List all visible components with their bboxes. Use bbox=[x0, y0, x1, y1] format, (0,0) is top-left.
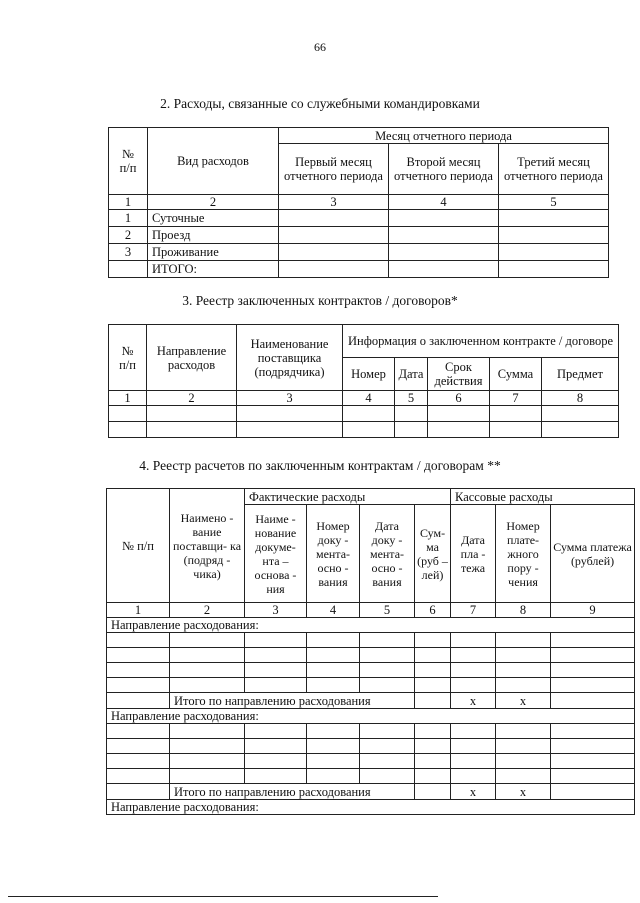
cell bbox=[170, 663, 245, 678]
cell bbox=[147, 422, 237, 438]
table-row bbox=[107, 678, 635, 693]
cell bbox=[147, 406, 237, 422]
cell bbox=[343, 422, 395, 438]
row-label: Проживание bbox=[148, 244, 279, 261]
column-number: 1 bbox=[109, 195, 148, 210]
header-cash-expenses: Кассовые расходы bbox=[451, 489, 635, 505]
table-row bbox=[107, 739, 635, 754]
column-number: 4 bbox=[307, 603, 360, 618]
header-contract-info: Информация о заключенном контракте / договоре bbox=[343, 325, 619, 358]
cell bbox=[389, 210, 499, 227]
cell bbox=[451, 739, 496, 754]
x-mark: x bbox=[451, 784, 496, 800]
cell bbox=[415, 784, 451, 800]
cell bbox=[551, 693, 635, 709]
cell bbox=[360, 739, 415, 754]
subtotal-label: Итого по направлению расходования bbox=[170, 784, 415, 800]
cell bbox=[245, 724, 307, 739]
cell bbox=[170, 648, 245, 663]
page-number: 66 bbox=[314, 40, 326, 54]
cell bbox=[551, 633, 635, 648]
cell bbox=[389, 261, 499, 278]
cell bbox=[542, 422, 619, 438]
cell bbox=[237, 422, 343, 438]
header-actual-expenses: Фактические расходы bbox=[245, 489, 451, 505]
direction-row: Направление расходования: bbox=[107, 800, 635, 815]
cell bbox=[451, 769, 496, 784]
cell bbox=[496, 663, 551, 678]
cell bbox=[428, 406, 490, 422]
cell bbox=[360, 663, 415, 678]
cell bbox=[451, 754, 496, 769]
cell bbox=[245, 769, 307, 784]
header-payment-date: Дата пла - тежа bbox=[451, 505, 496, 603]
header-num: № п/п bbox=[109, 128, 148, 195]
cell bbox=[496, 633, 551, 648]
cell bbox=[499, 244, 609, 261]
cell bbox=[451, 724, 496, 739]
cell bbox=[496, 724, 551, 739]
cell bbox=[307, 648, 360, 663]
direction-row: Направление расходования: bbox=[107, 618, 635, 633]
total-label: ИТОГО: bbox=[148, 261, 279, 278]
cell bbox=[245, 739, 307, 754]
cell bbox=[307, 754, 360, 769]
header-term: Срок действия bbox=[428, 358, 490, 391]
cell bbox=[360, 754, 415, 769]
table-row bbox=[109, 210, 609, 227]
cell bbox=[307, 724, 360, 739]
header-sum: Сумма bbox=[490, 358, 542, 391]
column-number: 1 bbox=[107, 603, 170, 618]
cell bbox=[389, 244, 499, 261]
cell bbox=[551, 648, 635, 663]
column-number: 2 bbox=[170, 603, 245, 618]
cell bbox=[451, 678, 496, 693]
header-supplier: Наименование поставщика (подрядчика) bbox=[237, 325, 343, 391]
column-number: 3 bbox=[245, 603, 307, 618]
cell bbox=[415, 693, 451, 709]
row-num: 3 bbox=[109, 244, 148, 261]
cell bbox=[107, 724, 170, 739]
cell bbox=[279, 261, 389, 278]
header-date: Дата bbox=[395, 358, 428, 391]
table-row bbox=[109, 227, 609, 244]
column-number: 5 bbox=[499, 195, 609, 210]
cell bbox=[496, 648, 551, 663]
direction-row: Направление расходования: bbox=[107, 709, 635, 724]
header-report-month: Месяц отчетного периода bbox=[279, 128, 609, 144]
header-month-1: Первый месяц отчетного периода bbox=[279, 144, 389, 195]
header-doc-date: Дата доку - мента- осно - вания bbox=[360, 505, 415, 603]
cell bbox=[107, 663, 170, 678]
header-payment-sum: Сумма платежа (рублей) bbox=[551, 505, 635, 603]
table-row bbox=[107, 633, 635, 648]
cell bbox=[245, 633, 307, 648]
header-doc-number: Номер доку - мента- осно - вания bbox=[307, 505, 360, 603]
cell bbox=[170, 769, 245, 784]
cell bbox=[307, 663, 360, 678]
cell bbox=[451, 663, 496, 678]
cell bbox=[107, 739, 170, 754]
table-row bbox=[109, 406, 619, 422]
column-number: 1 bbox=[109, 391, 147, 406]
travel-expenses-table bbox=[108, 127, 609, 278]
column-number: 7 bbox=[490, 391, 542, 406]
cell bbox=[245, 678, 307, 693]
cell bbox=[551, 678, 635, 693]
row-num: 2 bbox=[109, 227, 148, 244]
header-num: № п/п bbox=[107, 489, 170, 603]
header-amount: Сум- ма (руб –лей) bbox=[415, 505, 451, 603]
cell bbox=[551, 739, 635, 754]
cell bbox=[415, 769, 451, 784]
row-label: Проезд bbox=[148, 227, 279, 244]
cell bbox=[415, 648, 451, 663]
cell bbox=[451, 633, 496, 648]
cell bbox=[170, 633, 245, 648]
section4-title: 4. Реестр расчетов по заключенным контрактам / договорам ** bbox=[139, 458, 501, 473]
cell bbox=[307, 739, 360, 754]
cell bbox=[428, 422, 490, 438]
cell bbox=[279, 244, 389, 261]
cell bbox=[109, 422, 147, 438]
cell bbox=[415, 633, 451, 648]
cell bbox=[551, 663, 635, 678]
cell bbox=[107, 784, 170, 800]
section2-title: 2. Расходы, связанные со служебными командировками bbox=[160, 96, 480, 111]
contracts-register-table bbox=[108, 324, 619, 438]
header-payment-order: Номер плате- жного пору - чения bbox=[496, 505, 551, 603]
table-row bbox=[109, 244, 609, 261]
cell bbox=[109, 406, 147, 422]
cell bbox=[415, 739, 451, 754]
cell bbox=[395, 422, 428, 438]
cell bbox=[499, 210, 609, 227]
column-number: 5 bbox=[395, 391, 428, 406]
cell bbox=[245, 663, 307, 678]
table-row bbox=[109, 422, 619, 438]
header-supplier: Наимено - вание поставщи- ка (подряд - чика) bbox=[170, 489, 245, 603]
column-number: 4 bbox=[389, 195, 499, 210]
cell bbox=[415, 724, 451, 739]
header-number: Номер bbox=[343, 358, 395, 391]
cell bbox=[307, 769, 360, 784]
cell bbox=[499, 261, 609, 278]
cell bbox=[343, 406, 395, 422]
cell bbox=[496, 678, 551, 693]
cell bbox=[245, 754, 307, 769]
cell bbox=[360, 648, 415, 663]
cell bbox=[360, 724, 415, 739]
column-number: 9 bbox=[551, 603, 635, 618]
subtotal-row bbox=[107, 693, 635, 709]
header-direction: Направление расходов bbox=[147, 325, 237, 391]
column-number: 7 bbox=[451, 603, 496, 618]
cell bbox=[109, 261, 148, 278]
cell bbox=[279, 227, 389, 244]
cell bbox=[170, 754, 245, 769]
column-number: 5 bbox=[360, 603, 415, 618]
header-subject: Предмет bbox=[542, 358, 619, 391]
cell bbox=[170, 739, 245, 754]
column-number: 6 bbox=[428, 391, 490, 406]
cell bbox=[107, 678, 170, 693]
cell bbox=[499, 227, 609, 244]
row-num: 1 bbox=[109, 210, 148, 227]
footer-divider bbox=[8, 896, 438, 897]
table-row bbox=[107, 754, 635, 769]
table-row bbox=[107, 724, 635, 739]
cell bbox=[551, 724, 635, 739]
x-mark: x bbox=[496, 784, 551, 800]
column-number: 8 bbox=[496, 603, 551, 618]
cell bbox=[307, 678, 360, 693]
cell bbox=[307, 633, 360, 648]
cell bbox=[415, 754, 451, 769]
column-number: 2 bbox=[147, 391, 237, 406]
cell bbox=[107, 754, 170, 769]
cell bbox=[360, 769, 415, 784]
cell bbox=[279, 210, 389, 227]
column-number: 4 bbox=[343, 391, 395, 406]
cell bbox=[237, 406, 343, 422]
cell bbox=[415, 678, 451, 693]
cell bbox=[490, 406, 542, 422]
x-mark: x bbox=[496, 693, 551, 709]
cell bbox=[551, 769, 635, 784]
cell bbox=[451, 648, 496, 663]
cell bbox=[551, 754, 635, 769]
column-number: 2 bbox=[148, 195, 279, 210]
table-row bbox=[107, 648, 635, 663]
column-number: 3 bbox=[279, 195, 389, 210]
cell bbox=[389, 227, 499, 244]
cell bbox=[107, 693, 170, 709]
subtotal-label: Итого по направлению расходования bbox=[170, 693, 415, 709]
cell bbox=[551, 784, 635, 800]
header-num: № п/п bbox=[109, 325, 147, 391]
header-month-2: Второй месяц отчетного периода bbox=[389, 144, 499, 195]
cell bbox=[107, 633, 170, 648]
x-mark: x bbox=[451, 693, 496, 709]
cell bbox=[490, 422, 542, 438]
table-row bbox=[107, 663, 635, 678]
subtotal-row bbox=[107, 784, 635, 800]
cell bbox=[170, 678, 245, 693]
column-number: 3 bbox=[237, 391, 343, 406]
cell bbox=[542, 406, 619, 422]
cell bbox=[496, 754, 551, 769]
column-number: 6 bbox=[415, 603, 451, 618]
row-label: Суточные bbox=[148, 210, 279, 227]
header-doc-name: Наиме - нование докуме- нта – основа - ния bbox=[245, 505, 307, 603]
total-row bbox=[109, 261, 609, 278]
table-row bbox=[107, 769, 635, 784]
cell bbox=[395, 406, 428, 422]
cell bbox=[245, 648, 307, 663]
cell bbox=[496, 769, 551, 784]
settlements-register-table bbox=[106, 488, 635, 815]
section3-title: 3. Реестр заключенных контрактов / договоров* bbox=[182, 293, 458, 308]
cell bbox=[360, 633, 415, 648]
cell bbox=[496, 739, 551, 754]
header-expense-type: Вид расходов bbox=[148, 128, 279, 195]
cell bbox=[107, 769, 170, 784]
cell bbox=[107, 648, 170, 663]
column-number: 8 bbox=[542, 391, 619, 406]
cell bbox=[360, 678, 415, 693]
header-month-3: Третий месяц отчетного периода bbox=[499, 144, 609, 195]
cell bbox=[170, 724, 245, 739]
cell bbox=[415, 663, 451, 678]
